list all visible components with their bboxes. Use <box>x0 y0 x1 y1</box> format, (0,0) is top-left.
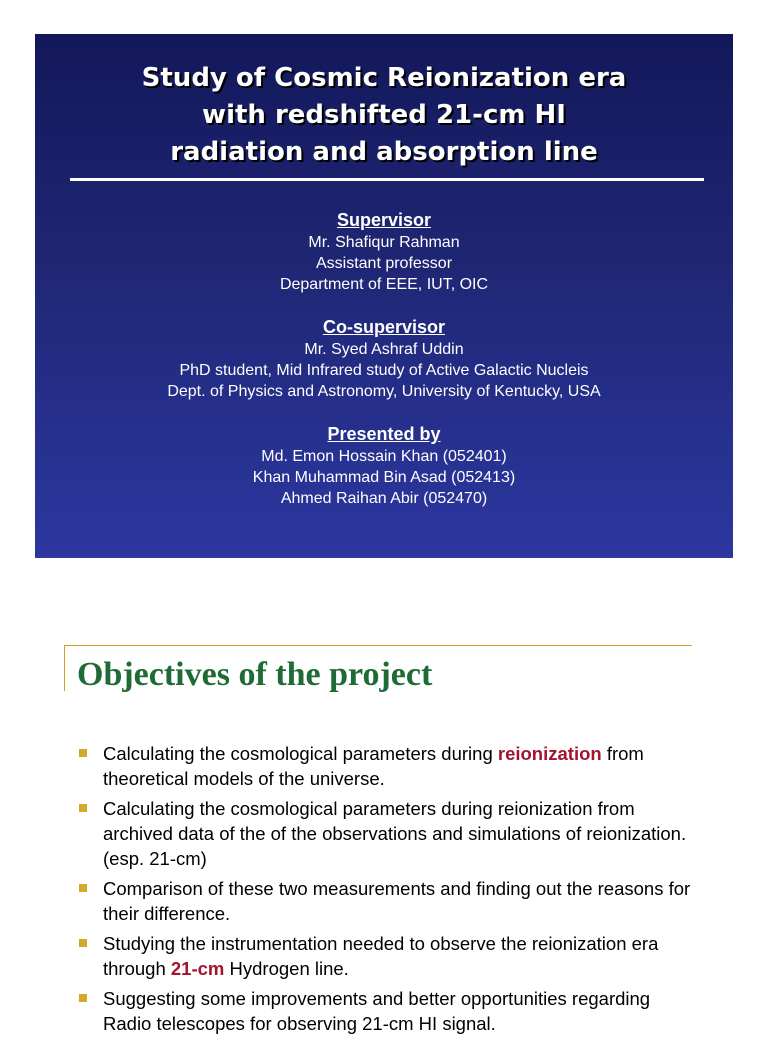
title-line: with redshifted 21-cm HI <box>202 100 566 130</box>
list-item <box>77 876 697 926</box>
square-bullet-icon <box>79 884 87 892</box>
title-line: Study of Cosmic Reionization era <box>141 63 627 93</box>
credits-section <box>35 208 733 529</box>
bullet-text: Studying the instrumentation needed to observe the reionization era through <box>103 933 659 979</box>
bullet-text: Calculating the cosmological parameters during reionization from archived data of the of the observations and simulations of reionization. (esp. 21-cm) <box>103 798 687 869</box>
credit-line: Mr. Shafiqur Rahman <box>308 234 460 251</box>
square-bullet-icon <box>79 804 87 812</box>
title-divider <box>70 178 704 181</box>
objectives-title: Objectives of the project <box>77 656 433 693</box>
list-item <box>77 986 697 1036</box>
bullet-text: Comparison of these two measurements and finding out the reasons for their difference. <box>103 878 691 924</box>
square-bullet-icon <box>79 939 87 947</box>
objectives-list <box>77 741 697 1041</box>
list-item <box>77 931 697 981</box>
presented-by-block <box>35 422 733 509</box>
list-item <box>77 796 697 871</box>
square-bullet-icon <box>79 749 87 757</box>
highlight-text: reionization <box>497 743 602 764</box>
slide-top-rule <box>64 645 692 646</box>
credit-line: Md. Emon Hossain Khan (052401) <box>261 448 507 465</box>
slide-side-rule <box>64 645 65 691</box>
bullet-text: Suggesting some improvements and better opportunities regarding Radio telescopes for observing 21-cm HI signal. <box>103 988 651 1034</box>
presented-by-heading: Presented by <box>327 424 441 444</box>
bullet-text: Hydrogen line. <box>224 958 349 979</box>
credit-line: PhD student, Mid Infrared study of Active Galactic Nucleis <box>179 362 589 379</box>
credit-line: Assistant professor <box>315 255 453 272</box>
objectives-slide <box>64 645 692 1034</box>
supervisor-heading: Supervisor <box>336 210 432 230</box>
bullet-text: from theoretical models of the universe. <box>103 743 644 789</box>
slide-title <box>35 60 733 171</box>
credit-line: Mr. Syed Ashraf Uddin <box>304 341 464 358</box>
title-line: radiation and absorption line <box>170 137 598 167</box>
title-slide <box>35 34 733 558</box>
co-supervisor-heading: Co-supervisor <box>322 317 446 337</box>
highlight-text: 21-cm <box>170 958 225 979</box>
credit-line: Ahmed Raihan Abir (052470) <box>280 490 488 507</box>
bullet-text: Calculating the cosmological parameters during <box>103 743 498 764</box>
credit-line: Department of EEE, IUT, OIC <box>279 276 489 293</box>
square-bullet-icon <box>79 994 87 1002</box>
credit-line: Khan Muhammad Bin Asad (052413) <box>252 469 516 486</box>
co-supervisor-block <box>35 315 733 402</box>
supervisor-block <box>35 208 733 295</box>
list-item <box>77 741 697 791</box>
credit-line: Dept. of Physics and Astronomy, University of Kentucky, USA <box>167 383 601 400</box>
